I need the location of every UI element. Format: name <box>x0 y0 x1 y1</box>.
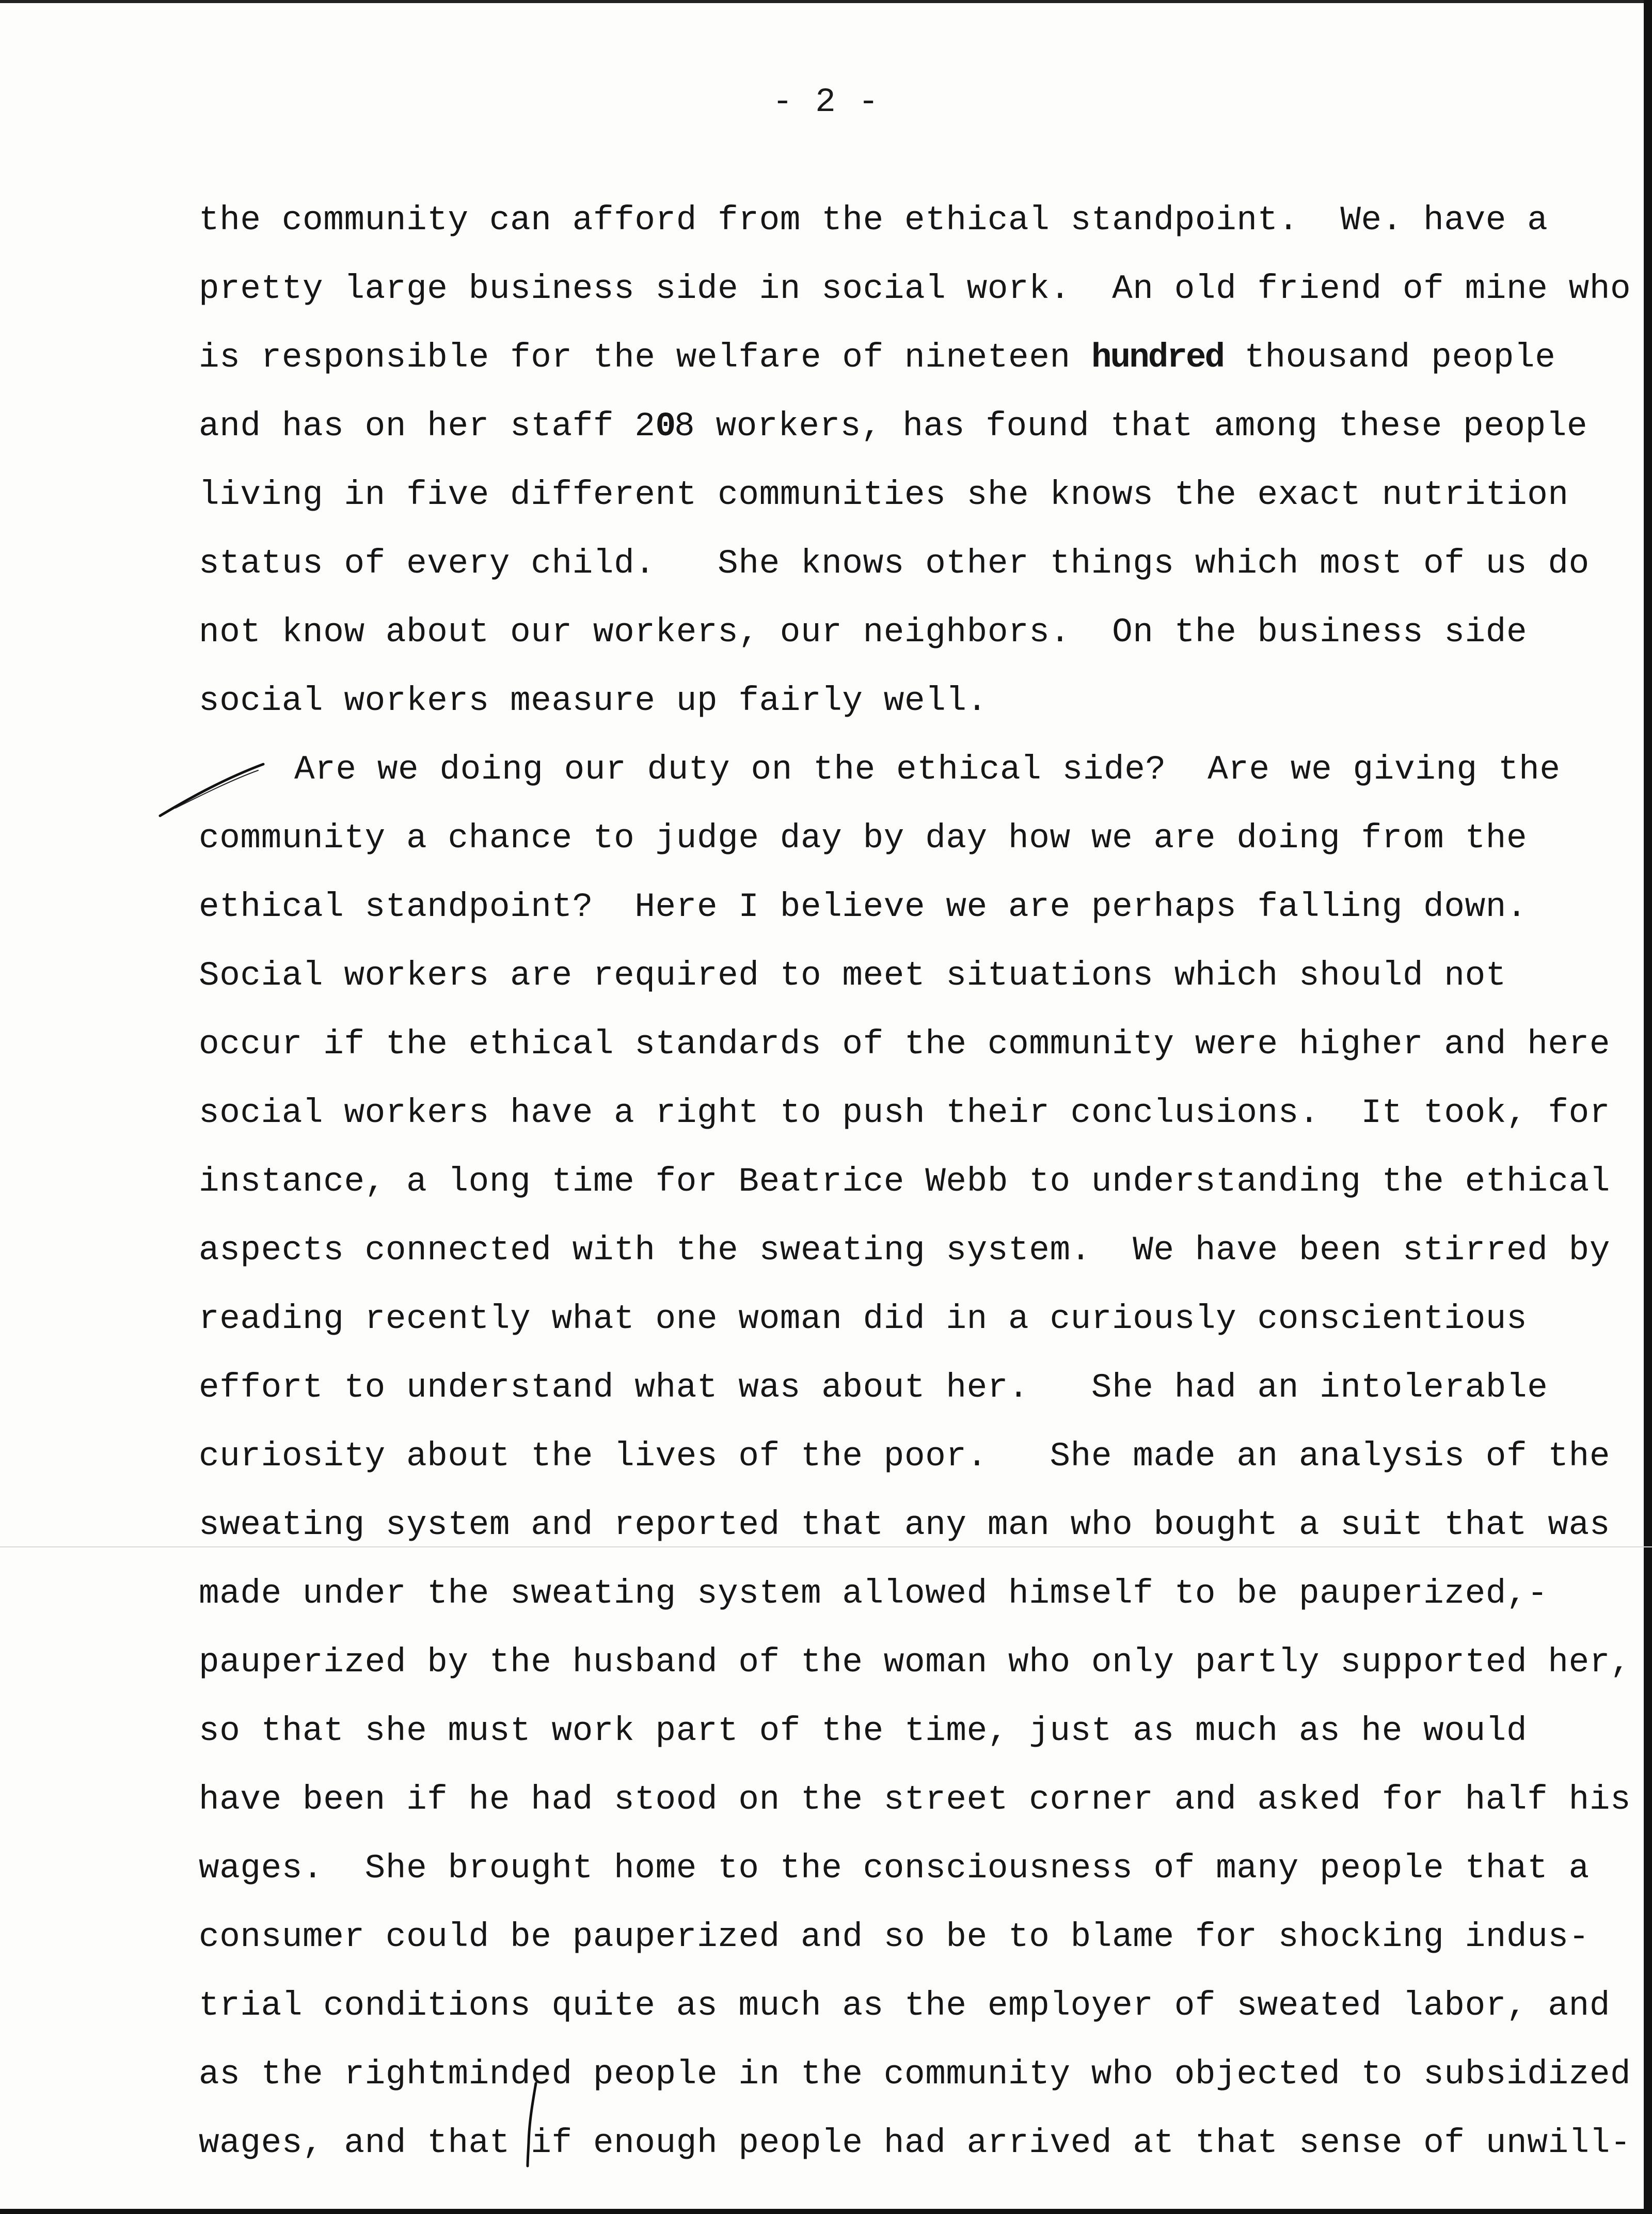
page-number: - 2 - <box>772 83 880 121</box>
text-line: ethical standpoint? Here I believe we are perhaps falling down. <box>199 888 1528 926</box>
text-line: sweating system and reported that any man who bought a suit that was <box>199 1506 1611 1544</box>
overtyped-digit: 0 <box>655 407 675 446</box>
text-fragment: wages, and that <box>199 2124 511 2162</box>
text-line: instance, a long time for Beatrice Webb to understanding the ethical <box>199 1162 1611 1201</box>
text-line <box>199 392 1588 461</box>
text-line: not know about our workers, our neighbors. On the business side <box>199 613 1528 652</box>
text-line: reading recently what one woman did in a curiously conscientious <box>199 1300 1528 1338</box>
text-line: living in five different communities she knows the exact nutrition <box>199 476 1569 514</box>
text-line: made under the sweating system allowed himself to be pauperized,- <box>199 1574 1548 1613</box>
text-fragment: 8 workers, has found that among these people <box>674 407 1588 446</box>
text-fragment: and has on her staff 2 <box>199 407 656 446</box>
text-line <box>199 323 1562 392</box>
text-line: pretty large business side in social work. An old friend of mine who <box>199 270 1631 308</box>
text-line: so that she must work part of the time, just as much as he would <box>199 1712 1528 1750</box>
text-line: pauperized by the husband of the woman who only partly supported her, <box>199 1643 1631 1682</box>
typed-body-text <box>199 186 1631 2177</box>
text-line: social workers measure up fairly well. <box>199 682 988 720</box>
text-line: wages. She brought home to the consciousness of many people that a <box>199 1849 1590 1888</box>
text-line: curiosity about the lives of the poor. She made an analysis of the <box>199 1437 1611 1476</box>
text-line: occur if the ethical standards of the community were higher and here <box>199 1025 1611 1064</box>
text-fragment: if enough people had arrived at that sense of unwill- <box>531 2124 1631 2162</box>
text-line: the community can afford from the ethical standpoint. We. have a <box>199 201 1548 240</box>
text-line: consumer could be pauperized and so be to blame for shocking indus- <box>199 1918 1590 1956</box>
paragraph-start-line: Are we doing our duty on the ethical side? Are we giving the <box>294 750 1561 789</box>
text-line: community a chance to judge day by day how we are doing from the <box>199 819 1528 858</box>
text-fragment: thousand people <box>1224 338 1556 377</box>
scan-edge-top <box>0 0 1652 3</box>
text-fragment: is responsible for the welfare of nineteen <box>199 338 1071 377</box>
text-line: trial conditions quite as much as the employer of sweated labor, and <box>199 1986 1611 2025</box>
scan-edge-bottom <box>0 2209 1652 2214</box>
struck-out-word: hundred <box>1091 338 1224 377</box>
text-line: aspects connected with the sweating system. We have been stirred by <box>199 1231 1611 1270</box>
text-line: effort to understand what was about her. She had an intolerable <box>199 1368 1548 1407</box>
text-line: Social workers are required to meet situations which should not <box>199 956 1507 995</box>
text-line: as the rightminded people in the community who objected to subsidized <box>199 2055 1631 2094</box>
scan-edge-right <box>1644 0 1652 2214</box>
text-line: have been if he had stood on the street corner and asked for half his <box>199 1780 1631 1819</box>
text-line: social workers have a right to push their conclusions. It took, for <box>199 1094 1611 1132</box>
text-line <box>199 2109 1631 2177</box>
text-line: status of every child. She knows other things which most of us do <box>199 544 1590 583</box>
